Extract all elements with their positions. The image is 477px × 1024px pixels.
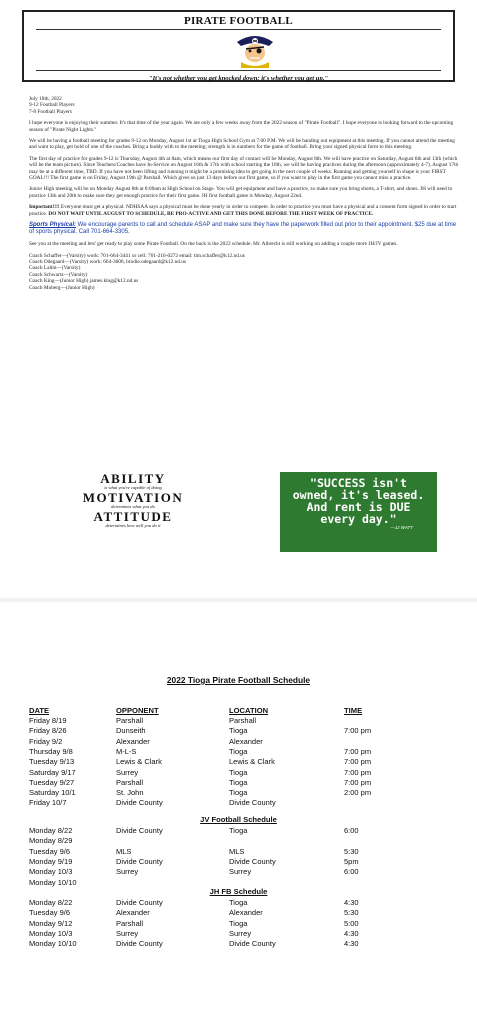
- success-poster: [280, 472, 437, 552]
- coach-line: Coach Moberg—(Junior High): [29, 284, 95, 291]
- motto: "It's not whether you get knocked down; it's whether you get up.": [148, 75, 329, 82]
- location-cell: MLS: [229, 846, 245, 856]
- location-cell: Alexander: [229, 908, 263, 918]
- paragraph-physical: [29, 204, 461, 217]
- opponent-cell: Surrey: [116, 767, 139, 777]
- physical-text: Everyone must get a physical. NDHSAA says a physical must be done yearly in order to compete. In order to practice you must have a physical and a consent form signed in order to start practice.: [29, 204, 457, 217]
- location-cell: Tioga: [229, 746, 248, 756]
- date-cell: Monday 10/10: [29, 877, 77, 887]
- date-cell: Friday 8/26: [29, 726, 67, 736]
- time-cell: 5pm: [344, 856, 359, 866]
- poster-word: MOTIVATION: [82, 490, 184, 505]
- column-header-opponent: OPPONENT: [116, 706, 159, 715]
- coach-line: Coach Lalim—(Varsity): [29, 265, 81, 272]
- location-cell: Lewis & Clark: [229, 757, 275, 767]
- date-cell: Monday 10/3: [29, 928, 73, 938]
- opponent-cell: Parshall: [116, 716, 144, 725]
- location-cell: Divide County: [229, 939, 276, 949]
- date-cell: Monday 10/3: [29, 867, 73, 877]
- opponent-cell: M-L-S: [116, 746, 137, 756]
- coach-list: [29, 253, 461, 291]
- page-divider: [0, 598, 477, 602]
- schedule-subtitle: JH FB Schedule: [209, 887, 268, 896]
- location-cell: Tioga: [229, 726, 248, 736]
- opponent-cell: Lewis & Clark: [116, 757, 162, 767]
- time-cell: 7:00 pm: [344, 726, 372, 736]
- coach-line: Coach Schwartz—(Varsity): [29, 271, 88, 278]
- poster-word: ATTITUDE: [93, 509, 173, 524]
- opponent-cell: Divide County: [116, 939, 163, 949]
- location-cell: Tioga: [229, 788, 248, 798]
- time-cell: 6:00: [344, 826, 359, 835]
- opponent-cell: Divide County: [116, 826, 163, 835]
- opponent-cell: Parshall: [116, 918, 144, 928]
- date-cell: Tuesday 9/13: [29, 757, 75, 767]
- schedule-row: [0, 798, 477, 809]
- date-cell: Saturday 9/17: [29, 767, 76, 777]
- date-cell: Monday 10/10: [29, 939, 77, 949]
- date-cell: Friday 9/2: [29, 736, 63, 746]
- date-cell: Tuesday 9/6: [29, 846, 70, 856]
- column-header-location: LOCATION: [229, 706, 269, 715]
- opponent-cell: MLS: [116, 846, 132, 856]
- coach-line: Coach Odegaard—(Varsity) work: 664-3606, brodie.odegaard@k12.nd.us: [29, 258, 186, 265]
- quote-author: —JJ WATT: [390, 525, 413, 530]
- opponent-cell: Alexander: [116, 908, 150, 918]
- schedule-title: 2022 Tioga Pirate Football Schedule: [166, 675, 311, 685]
- time-cell: 5:30: [344, 846, 359, 856]
- date-cell: Friday 10/7: [29, 798, 67, 808]
- location-cell: Tioga: [229, 777, 248, 787]
- paragraph-practice: The first day of practice for grades 9-12 is Thursday, August 4th at 8am, which means our first day of contact will be Monday, August 8th. We will have practice on Saturday, August 6th and 13th (which will be the team picture). Since Teachers/Coaches have In-Service on August 16th & 17th with school starting the 18th, we will be having practices during the afternoon (approximately 4-7). August 17th may be at a different time, TBD. If you have not been lifting and running it might be a promising idea to get going in the next couple of weeks. Running and getting yourself in shape is your FIRST GOAL!!! The first game is on Friday, August 19th @ Parshall. Which gives us just 13 days before our first game, so if you want to play in the first game you cannot miss a practice.: [29, 155, 459, 182]
- column-header-time: TIME: [344, 706, 363, 715]
- letterhead-rule: [36, 70, 441, 71]
- location-cell: Parshall: [229, 716, 257, 725]
- time-cell: 7:00 pm: [344, 777, 372, 787]
- date-cell: Friday 8/19: [29, 716, 67, 725]
- opponent-cell: St. John: [116, 788, 144, 798]
- quote-line: And rent is DUE: [306, 500, 411, 514]
- time-cell: 4:30: [344, 898, 359, 907]
- date-cell: Monday 9/12: [29, 918, 73, 928]
- location-cell: Surrey: [229, 867, 252, 877]
- sports-physical-text: We encourage parents to call and schedule ASAP and make sure they have the paperwork filled out prior to their appointment. $25 due at time of sports physical. Call 701-664-3305.: [29, 222, 457, 236]
- opponent-cell: Dunseith: [116, 726, 146, 736]
- letter-date: July 18th, 2022: [29, 96, 62, 102]
- column-header-date: DATE: [29, 706, 50, 715]
- physical-warning: DO NOT WAIT UNTIL AUGUST TO SCHEDULE, BE PRO-ACTIVE AND GET THIS DONE BEFORE THE FIRST WEEK OF PRACTICE.: [48, 210, 374, 217]
- date-cell: Thursday 9/8: [29, 746, 73, 756]
- opponent-cell: Surrey: [116, 928, 139, 938]
- poster-word: ABILITY: [100, 471, 166, 486]
- time-cell: 5:00: [344, 918, 359, 928]
- time-cell: 2:00 pm: [344, 788, 372, 798]
- date-cell: Saturday 10/1: [29, 788, 76, 798]
- location-cell: Alexander: [229, 736, 263, 746]
- date-cell: Monday 8/29: [29, 836, 73, 846]
- location-cell: Divide County: [229, 856, 276, 866]
- letterhead-title: PIRATE FOOTBALL: [183, 15, 294, 27]
- opponent-cell: Alexander: [116, 736, 150, 746]
- time-cell: 7:00 pm: [344, 767, 372, 777]
- location-cell: Surrey: [229, 928, 252, 938]
- pirate-mascot-icon: [235, 32, 275, 68]
- quote-line: owned, it's leased.: [292, 488, 425, 502]
- sports-physical-label: Sports Physical:: [29, 222, 77, 229]
- important-label: Important!!!!: [29, 204, 60, 211]
- time-cell: 6:00: [344, 867, 359, 877]
- paragraph-closing: See you at the meeting and lets' get ready to play some Pirate Football. On the back is the 2022 schedule. Mr. Albrecht is still working on adding a couple more JH/JV games.: [29, 241, 398, 248]
- date-cell: Tuesday 9/6: [29, 908, 70, 918]
- opponent-cell: Surrey: [116, 867, 139, 877]
- time-cell: 7:00 pm: [344, 757, 372, 767]
- time-cell: 5:30: [344, 908, 359, 918]
- letter-recipient: 7-8 Football Players: [29, 108, 72, 115]
- letter-recipient: 9-12 Football Players: [29, 102, 75, 109]
- quote-line: "SUCCESS isn't: [310, 476, 407, 490]
- location-cell: Tioga: [229, 898, 248, 907]
- location-cell: Divide County: [229, 798, 276, 808]
- paragraph-junior-high: Junior High meeting will be on Monday August 8th at 8:00am at High School on Stage. You will get equipment and have a practice, so make sure you bring shorts, a T-shirt, and shoes. JH will need to practice 13th and 20th to make sure they get enough practice for their first game. JH first football game is Monday, August 22nd.: [29, 186, 453, 199]
- location-cell: Tioga: [229, 918, 248, 928]
- letterhead: [22, 10, 455, 82]
- ability-poster: [58, 472, 208, 542]
- date-cell: Monday 9/19: [29, 856, 73, 866]
- time-cell: 4:30: [344, 939, 359, 949]
- letterhead-rule: [36, 29, 441, 30]
- poster-caption: is what you're capable of doing: [104, 485, 162, 490]
- opponent-cell: Divide County: [116, 798, 163, 808]
- paragraph-sports-physical: [29, 222, 461, 236]
- location-cell: Tioga: [229, 826, 248, 835]
- coach-line: Coach King—(Junior High) james.king@k12.nd.us: [29, 278, 139, 285]
- schedule-row: [0, 939, 477, 950]
- schedule-subtitle: JV Football Schedule: [200, 815, 277, 824]
- opponent-cell: Parshall: [116, 777, 144, 787]
- date-cell: Tuesday 9/27: [29, 777, 75, 787]
- quote-line: every day.": [320, 512, 397, 526]
- date-cell: Monday 8/22: [29, 826, 73, 835]
- opponent-cell: Divide County: [116, 856, 163, 866]
- date-cell: Monday 8/22: [29, 898, 73, 907]
- letter-body: [29, 96, 461, 291]
- paragraph-intro: I hope everyone is enjoying their summer. It's that time of the year again. We are only a few weeks away from the 2022 season of "Pirate Football". I hope everyone is looking forward to the upcoming season of "Pirate Night Lights.": [29, 120, 454, 133]
- time-cell: 7:00 pm: [344, 746, 372, 756]
- paragraph-meeting: We will be having a football meeting for grades 9-12 on Monday, August 1st at Tioga High School Gym at 7:00 P.M. We will be handing out equipment at this meeting. If you cannot attend the meeting and want to play, get hold of one of the coaches. Bring a buddy with to the meeting; strength is in numbers for the game of football. Bring your signed physical form to this meeting.: [29, 138, 455, 151]
- location-cell: Tioga: [229, 767, 248, 777]
- poster-caption: determines how well you do it: [105, 523, 161, 528]
- time-cell: 4:30: [344, 928, 359, 938]
- poster-caption: determines what you do: [111, 504, 155, 509]
- opponent-cell: Divide County: [116, 898, 163, 907]
- coach-line: Coach Schaffer—(Varsity) work: 701-664-3441 or cell: 701-216-0272 email: tim.schaffer@k12.nd.us: [29, 252, 245, 259]
